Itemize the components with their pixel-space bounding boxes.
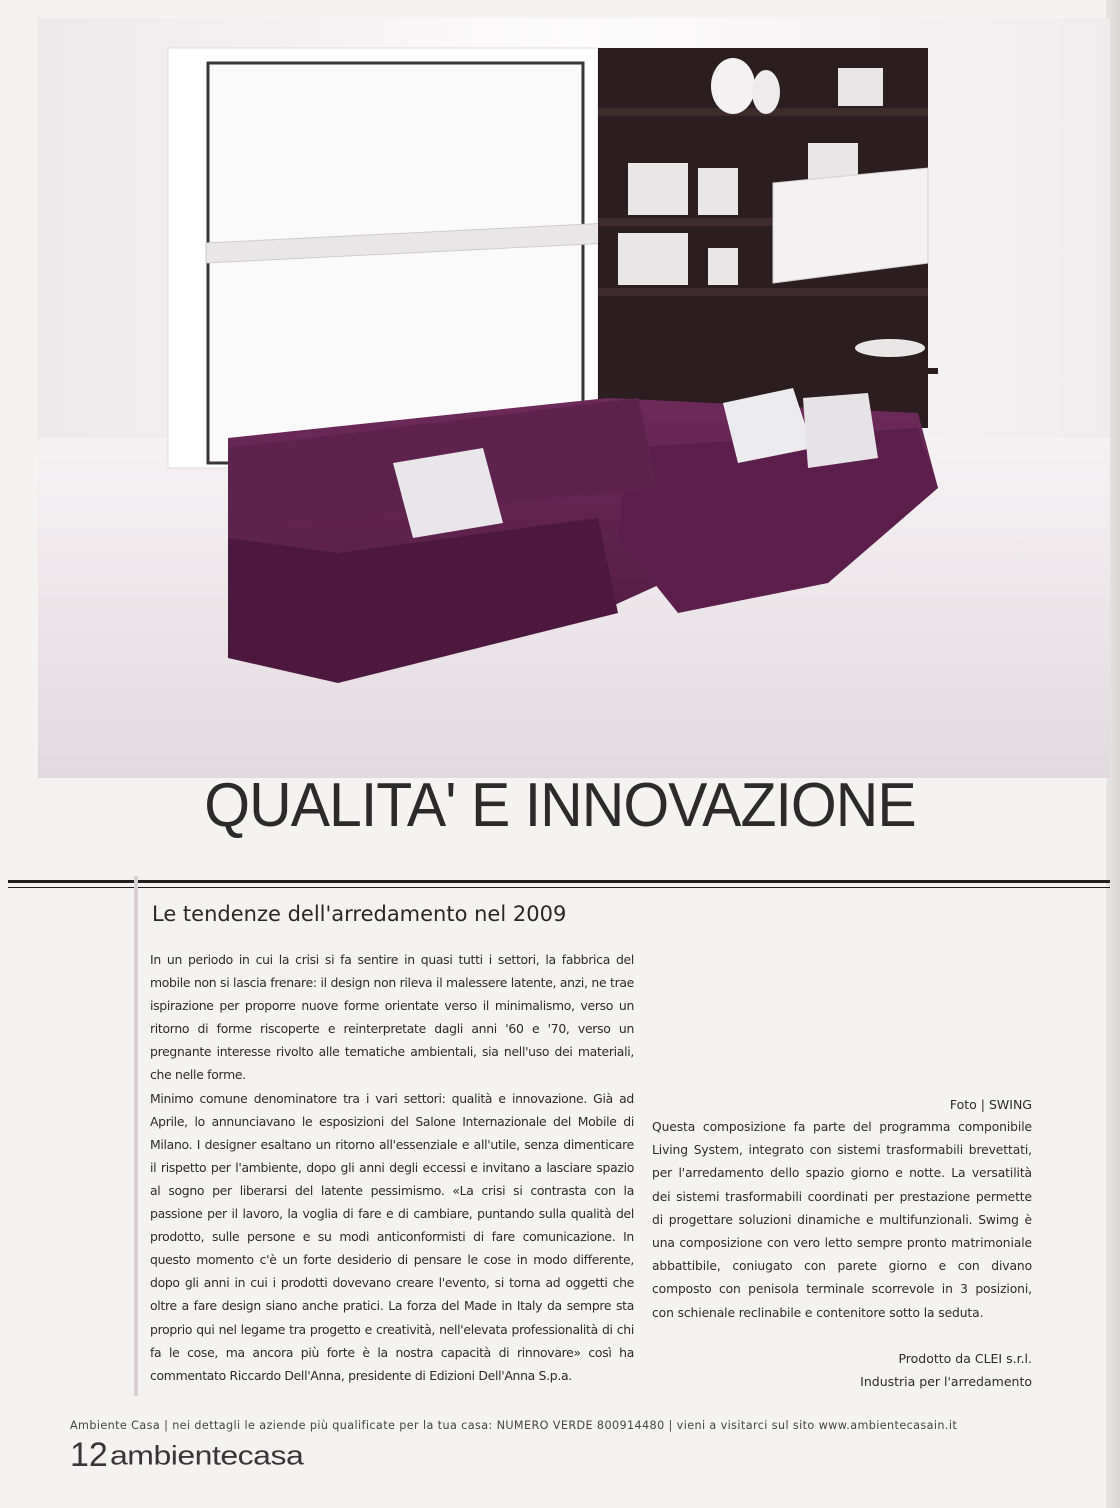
article-subtitle: Le tendenze dell'arredamento nel 2009: [152, 902, 567, 926]
article-headline: QUALITA' E INNOVAZIONE: [204, 771, 916, 840]
hero-photo-sofa-bookcase: [38, 18, 1110, 778]
furniture-illustration: [38, 18, 1110, 778]
column-margin-bar: [134, 876, 138, 1396]
producer-name: Prodotto da CLEI s.r.l.: [898, 1351, 1032, 1366]
body-paragraph: In un periodo in cui la crisi si fa sentire in quasi tutti i settori, la fabbrica del mobile non si lascia frenare: il design non rileva il malessere latente, anzi, ne trae ispirazione per proporre nuove forme orientate verso il minimalismo, verso un ritorno di forme riscoperte e reinterpretate dagli anni '60 e '70, verso un pregnante interesse rivolto alle tematiche ambientali, sia nell'uso dei materiali, che nelle forme.: [150, 952, 634, 1083]
page-number: 12: [70, 1436, 108, 1474]
footer-tagline: Ambiente Casa | nei dettagli le aziende più qualificate per la tua casa: NUMERO VERDE 800914480 | vieni a visitarci sul sito www.ambientecasain.it: [70, 1419, 958, 1432]
body-paragraph: Minimo comune denominatore tra i vari settori: qualità e innovazione. Già ad Aprile, lo annunciavano le esposizioni del Salone Internazionale del Mobile di Milano. I designer esaltano un ritorno all'essenziale e all'utile, senza dimenticare il rispetto per l'ambiente, dopo gli anni degli eccessi e invitano a lasciare spazio al sogno per liberarsi del latente pessimismo. «La crisi si contrasta con la passione per il lavoro, la voglia di fare e di cambiare, puntando sulla qualità del prodotto, sulle persone e su modi anticonformisti di fare comunicazione. In questo momento c'è un forte desiderio di pensare le cose in modo differente, dopo gli anni in cui i prodotti dovevano creare l'evento, si torna ad oggetti che oltre a fare design siano anche pratici. La forza del Made in Italy da sempre sta proprio qui nel legame tra progetto e creatività, nell'elevata professionalità di chi fa le cose, ma ancora più forte è la nostra capacità di rinnovare» così ha commentato Riccardo Dell'Anna, presidente di Edizioni Dell'Anna S.p.a.: [150, 1090, 634, 1383]
magazine-logo: ambientecasa: [110, 1440, 304, 1471]
headline-rule: [8, 880, 1110, 883]
headline-rule-thin: [8, 887, 1110, 888]
article-body-left: [150, 948, 634, 1387]
producer-industry: Industria per l'arredamento: [860, 1374, 1032, 1389]
producer-info: [760, 1347, 1032, 1393]
product-description: Questa composizione fa parte del programma componibile Living System, integrato con sistemi trasformabili brevettati, per l'arredamento dello spazio giorno e notte. La versatilità dei sistemi trasformabili coordinati per prestazione permette di progettare soluzioni dinamiche e multifunzionali. Swimg è una composizione con vero letto sempre pronto matrimoniale abbattibile, coniugato con parete giorno e con divano composto con penisola terminale scorrevole in 3 posizioni, con schienale reclinabile e contenitore sotto la seduta.: [652, 1120, 1032, 1320]
photo-credit: Foto | SWING: [949, 1097, 1032, 1112]
